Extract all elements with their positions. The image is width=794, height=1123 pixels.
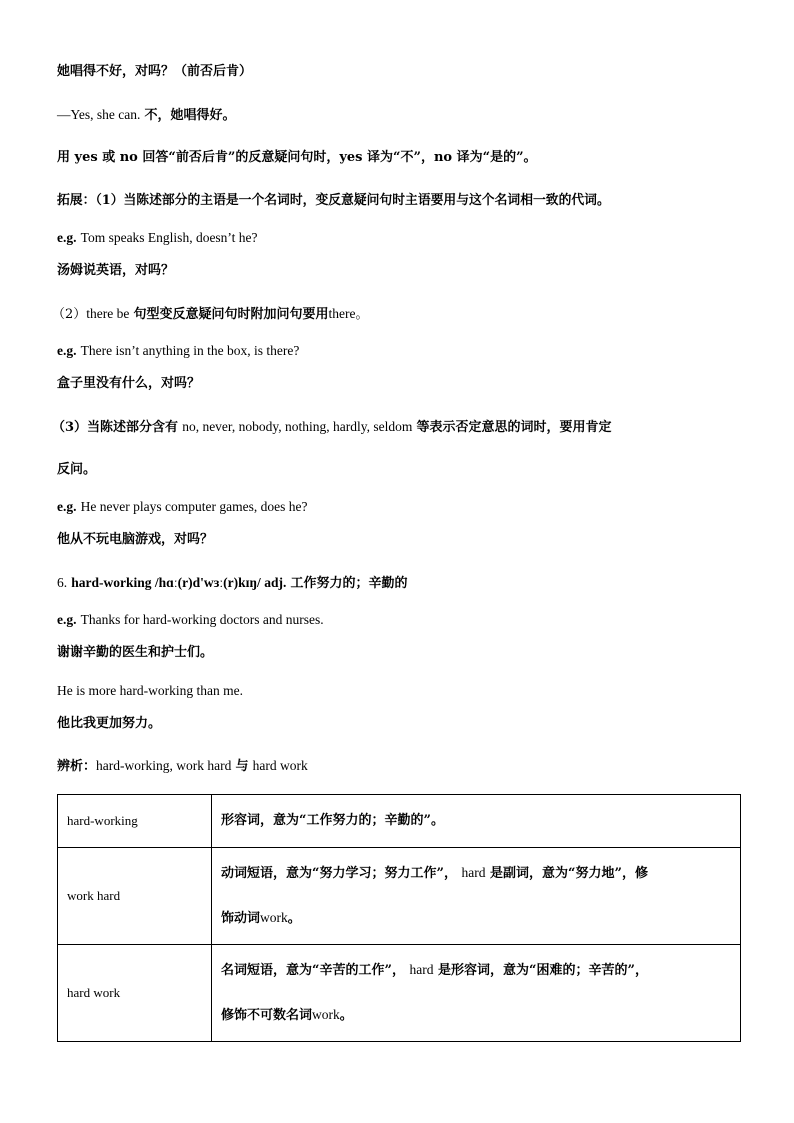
description-text: 。 xyxy=(287,911,301,926)
description-text: 饰动词 xyxy=(221,911,261,926)
heading-term: hard work xyxy=(252,758,308,773)
vocab-entry xyxy=(57,574,407,593)
rule-text: 等表示否定意思的词时，要用肯定 xyxy=(416,420,612,435)
description-line xyxy=(221,864,731,883)
comparison-heading xyxy=(57,757,308,776)
rule-punct: 。 xyxy=(355,307,369,322)
eg-label: e.g. xyxy=(57,230,77,245)
description-text: 动词短语，意为“努力学习；努力工作”， xyxy=(221,866,457,881)
entry-number: 6. xyxy=(57,575,68,590)
heading-label: 辨析： xyxy=(57,759,97,774)
description-cell xyxy=(212,945,741,1042)
extension-heading: 拓展：（1）当陈述部分的主语是一个名词时，变反意疑问句时主语要用与这个名词相一致的代词。 xyxy=(57,193,610,208)
table-row xyxy=(58,795,741,848)
eg-label: e.g. xyxy=(57,612,77,627)
example-1-translation: 汤姆说英语，对吗？ xyxy=(57,263,175,278)
description-text: 名词短语，意为“辛苦的工作”， xyxy=(221,963,405,978)
example-4-translation: 谢谢辛勤的医生和护士们。 xyxy=(57,645,214,660)
rule-2 xyxy=(52,305,369,324)
description-text: 是副词，意为“努力地”，修 xyxy=(490,866,648,881)
term-cell: hard-working xyxy=(58,795,212,848)
example-2 xyxy=(57,342,299,361)
answer-line xyxy=(57,106,236,125)
description-line xyxy=(221,909,731,928)
example-5: He is more hard-working than me. xyxy=(57,683,243,698)
example-sentence: There isn’t anything in the box, is there? xyxy=(80,343,300,358)
rule-terms: no, never, nobody, nothing, hardly, seldom xyxy=(182,419,413,434)
example-sentence: Thanks for hard-working doctors and nurses. xyxy=(80,612,324,627)
description-text: 修饰不可数名词 xyxy=(221,1008,313,1023)
eg-label: e.g. xyxy=(57,499,77,514)
example-2-translation: 盒子里没有什么，对吗？ xyxy=(57,376,201,391)
entry-word: hard-working /hɑː(r)d'wɜː(r)kɪŋ/ adj. xyxy=(71,575,287,590)
example-1 xyxy=(57,229,258,248)
example-3-translation: 他从不玩电脑游戏，对吗？ xyxy=(57,532,214,547)
example-sentence: Tom speaks English, doesn’t he? xyxy=(80,230,258,245)
description-text: 。 xyxy=(339,1008,353,1023)
description-term: work xyxy=(260,910,288,925)
answer-english: —Yes, she can. xyxy=(57,107,141,122)
description-line xyxy=(221,1006,731,1025)
entry-meaning: 工作努力的；辛勤的 xyxy=(290,576,408,591)
rule-term: there xyxy=(328,306,356,321)
example-sentence: He never plays computer games, does he? xyxy=(80,499,308,514)
description-line xyxy=(221,961,731,980)
description-cell xyxy=(212,795,741,848)
description-text: 是形容词，意为“困难的；辛苦的”， xyxy=(438,963,648,978)
description-term: hard xyxy=(409,962,434,977)
description-text: 形容词，意为“工作努力的；辛勤的”。 xyxy=(221,813,444,828)
rule-text: 句型变反意疑问句时附加问句要用 xyxy=(133,307,329,322)
rule-note: 用 yes 或 no 回答“前否后肯”的反意疑问句时，yes 译为“不”，no 译为“是的”。 xyxy=(57,150,537,165)
description-term: hard xyxy=(461,865,486,880)
table-row xyxy=(58,848,741,945)
rule-3 xyxy=(52,418,612,437)
rule-number: （2） xyxy=(52,307,87,322)
term-cell: hard work xyxy=(58,945,212,1042)
heading-and: 与 xyxy=(235,759,249,774)
heading-terms: hard-working, work hard xyxy=(96,758,232,773)
table-row xyxy=(58,945,741,1042)
example-4 xyxy=(57,611,324,630)
comparison-table xyxy=(57,794,741,1042)
eg-label: e.g. xyxy=(57,343,77,358)
sentence-translation: 她唱得不好，对吗？（前否后肯） xyxy=(57,64,253,79)
description-term: work xyxy=(312,1007,340,1022)
description-cell xyxy=(212,848,741,945)
rule-text: （3）当陈述部分含有 xyxy=(52,420,179,435)
answer-chinese: 不，她唱得好。 xyxy=(144,108,236,123)
rule-term: there be xyxy=(86,306,130,321)
example-5-translation: 他比我更加努力。 xyxy=(57,716,162,731)
example-3 xyxy=(57,498,307,517)
term-cell: work hard xyxy=(58,848,212,945)
rule-3-continued: 反问。 xyxy=(57,462,97,477)
